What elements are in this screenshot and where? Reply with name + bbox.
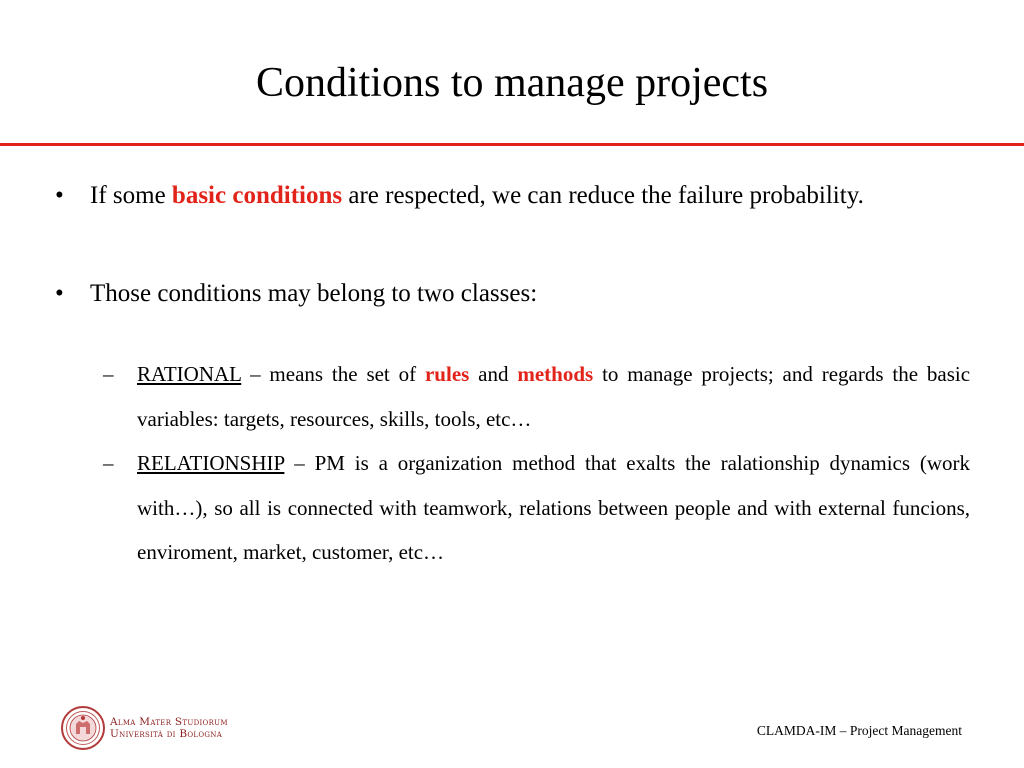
bullet-basic-conditions (55, 172, 970, 220)
bullet-text-before: If some (90, 182, 166, 209)
university-logo (60, 703, 260, 753)
title-divider (0, 143, 1024, 146)
subbullet-marker: – (103, 362, 114, 386)
subbullet-rational (103, 352, 971, 441)
highlight-methods: methods (517, 362, 594, 386)
subbullet-text-1: – means the set of (250, 362, 417, 386)
subbullet-relationship (103, 441, 971, 575)
term-relationship: RELATIONSHIP (137, 451, 285, 475)
subbullet-text: – PM is a organization method that exalts the ralationship dynamics (work with…), so all is connected with teamwork, relations between people and with external funcions, enviroment, market, customer, etc… (137, 451, 971, 564)
term-rational: RATIONAL (137, 362, 242, 386)
highlight-rules: rules (424, 362, 470, 386)
slide-footer: CLAMDA-IM – Project Management (756, 723, 962, 738)
university-name (110, 716, 228, 740)
subbullet-text-3: to manage projects; and regards the basic variables: targets, resources, skills, tools, etc… (137, 362, 971, 431)
subbullet-text-2: and (478, 362, 509, 386)
bullet-two-classes (55, 270, 970, 318)
bullet-marker: • (55, 280, 64, 307)
subbullet-marker: – (103, 451, 114, 475)
bullet-text: Those conditions may belong to two classes: (90, 280, 538, 307)
highlight-basic-conditions: basic conditions (171, 182, 343, 209)
university-name-line-1: Alma Mater Studiorum (110, 716, 228, 728)
slide-title: Conditions to manage projects (255, 60, 769, 106)
bullet-marker: • (55, 182, 64, 209)
university-seal-icon (60, 703, 106, 753)
bullet-text-after: are respected, we can reduce the failure probability. (348, 182, 864, 209)
university-name-line-2: Università di Bologna (110, 728, 223, 740)
